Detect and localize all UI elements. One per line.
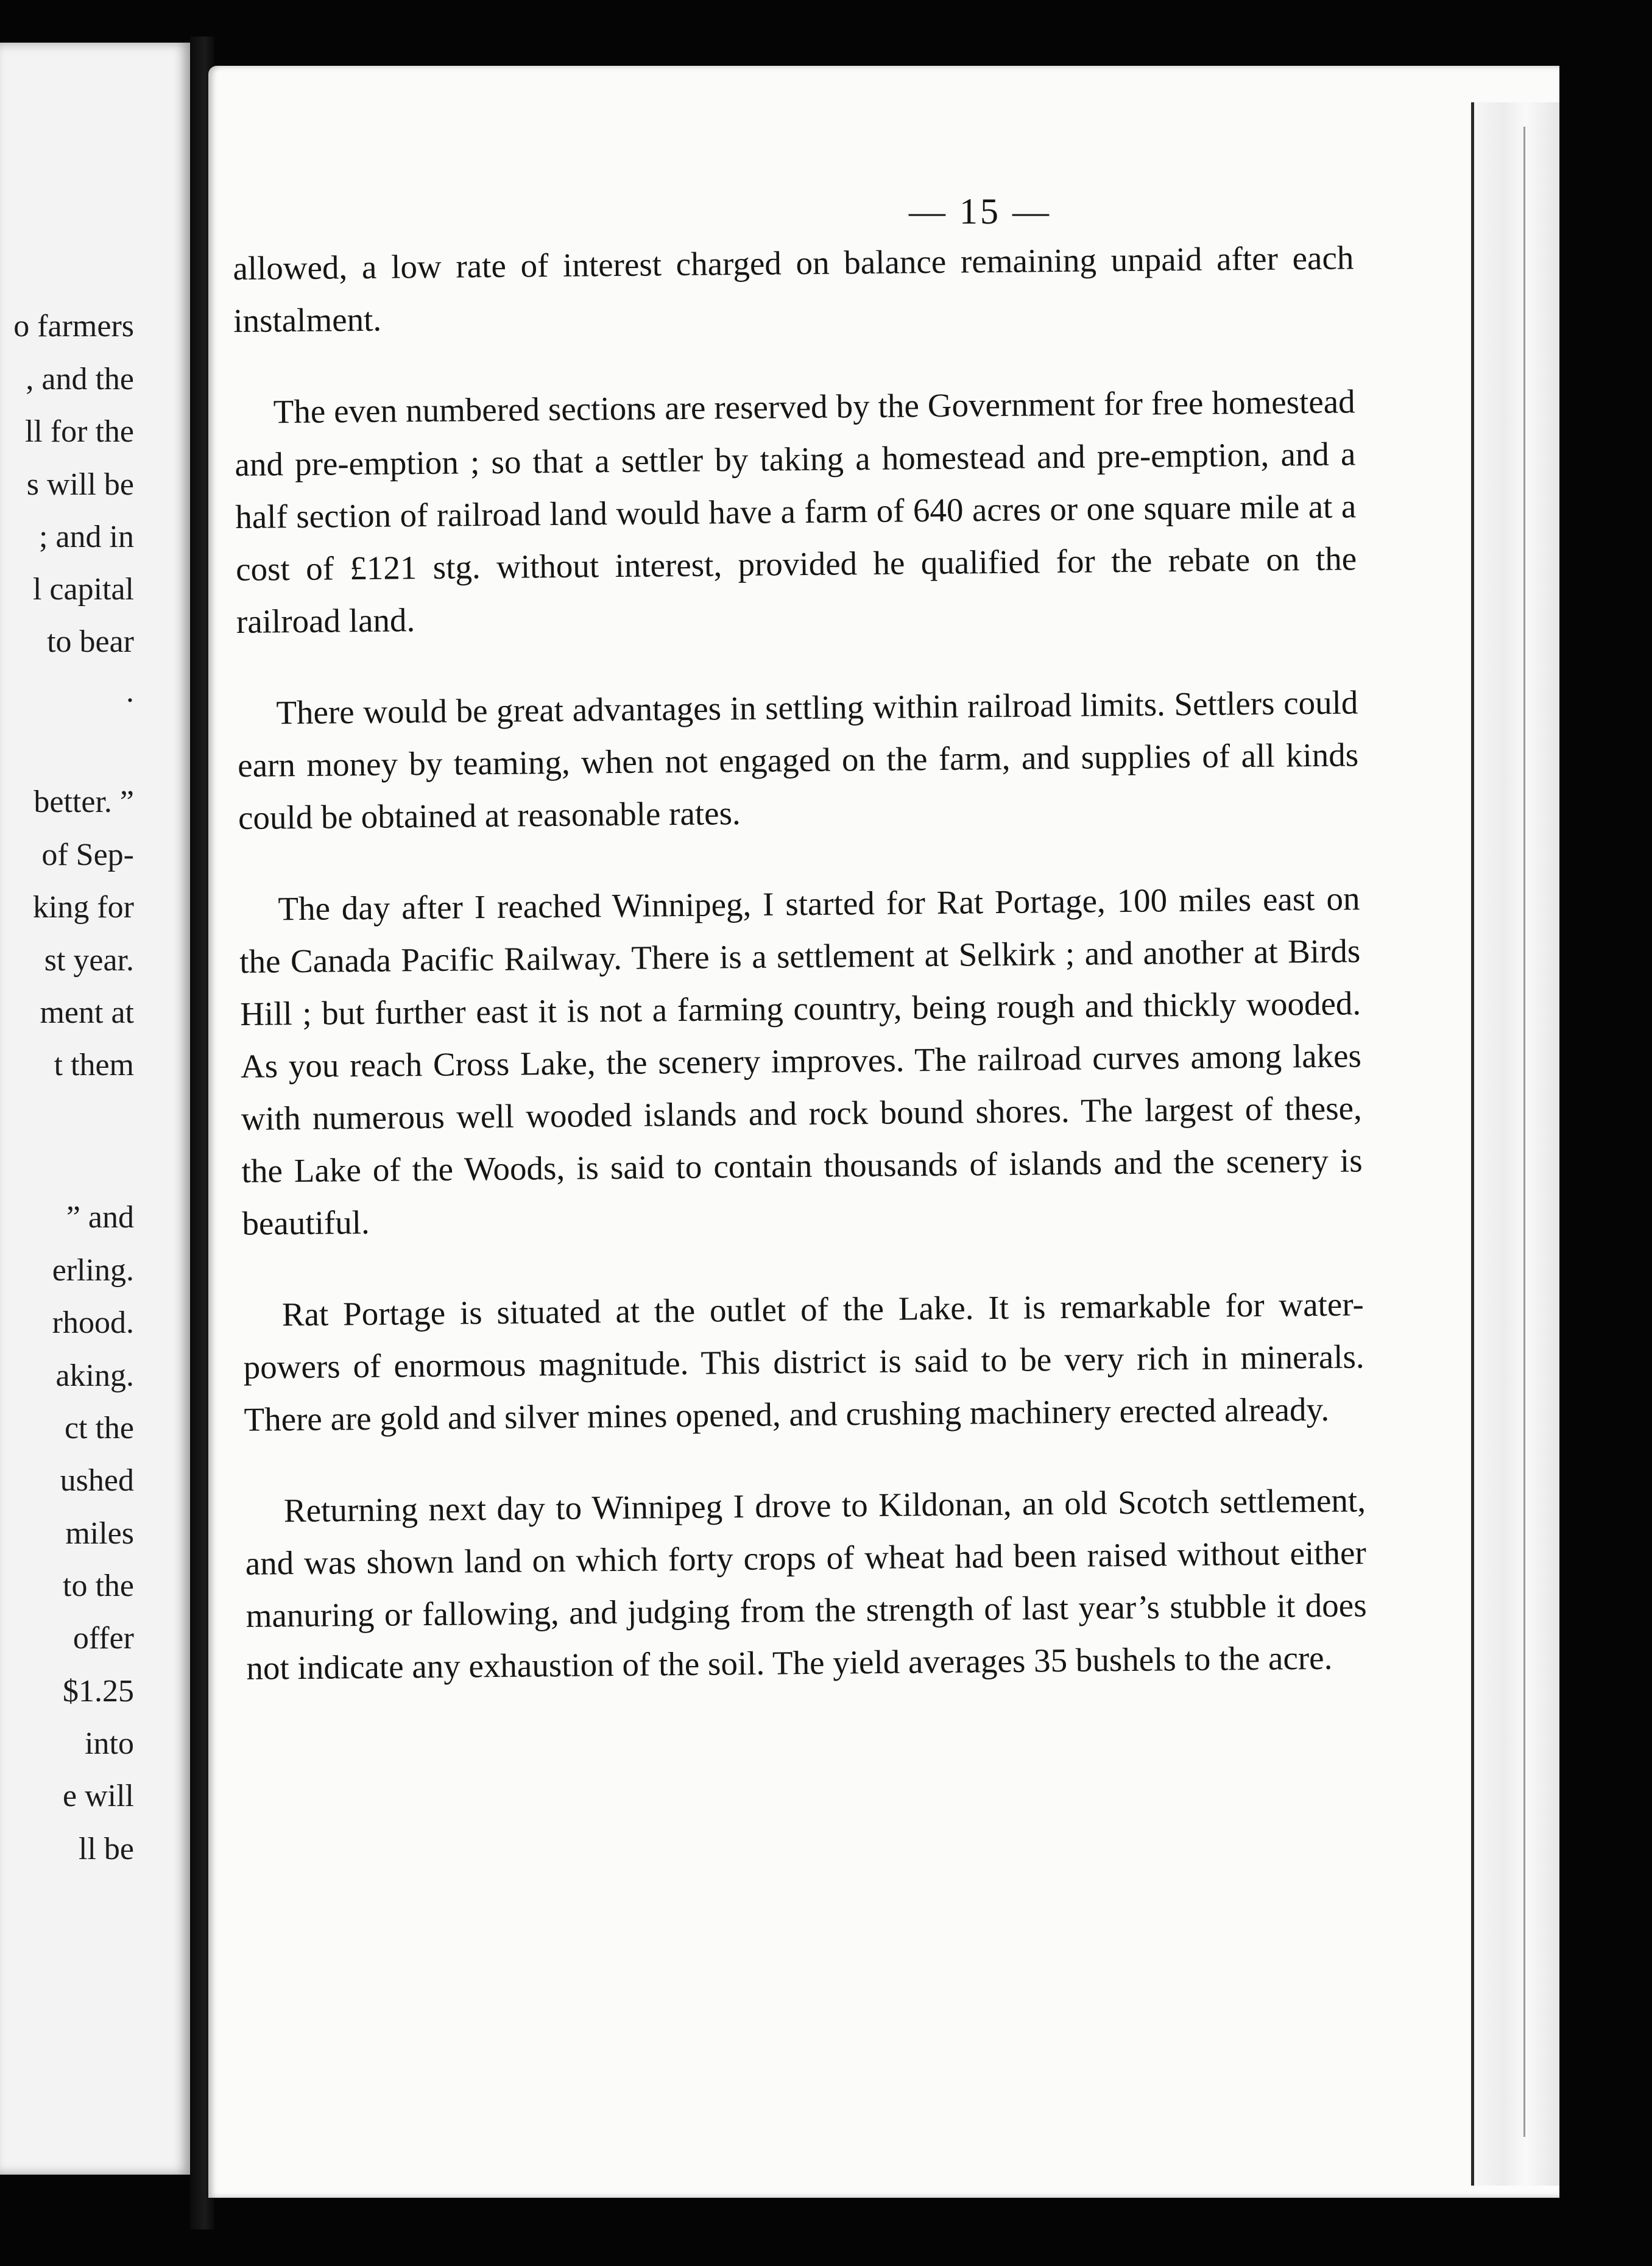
previous-page-line: rhood. (52, 1305, 134, 1340)
previous-page-line: offer (72, 1621, 134, 1656)
previous-page-line: into (85, 1726, 134, 1761)
previous-page-line: ll be (79, 1832, 134, 1866)
previous-page-line: better. ” (34, 785, 134, 819)
previous-page-line: erling. (52, 1253, 134, 1288)
previous-page-line: ment at (40, 995, 134, 1030)
page-number: — 15 — (909, 191, 1051, 231)
previous-page-line: ; and in (39, 520, 134, 554)
previous-page-line: , and the (26, 362, 134, 397)
paragraph: The even numbered sections are reserved by the Government for free homestead and pre-emption ; so that a settler by taking a homestead and pre-emption, and a half section of railroad land would have a farm of 640 acres or one square mile at a cost of £121 stg. without interest, provided he qualified for the rebate on the railroad land. (235, 383, 1357, 640)
paragraph: Returning next day to Winnipeg I drove to Kildonan, an old Scotch settlement, and was shown land on which forty crops of wheat had been raised without either manuring or fallowing, and judging from the strength of last year’s stubble it does not indicate any exhaustion of the soil. The yield averages 35 bushels to the acre. (245, 1481, 1367, 1687)
previous-page-line: s will be (26, 467, 134, 502)
previous-page (0, 43, 190, 2175)
previous-page-line: to bear (47, 624, 134, 659)
previous-page-line: e will (63, 1779, 134, 1813)
previous-page-line: o farmers (13, 309, 134, 344)
previous-page-line: st year. (44, 943, 134, 978)
previous-page-line: $1.25 (63, 1674, 134, 1709)
paragraph: The day after I reached Winnipeg, I started for Rat Portage, 100 miles east on the Canada Pacific Railway. There is a settlement at Selkirk ; and another at Birds Hill ; but further east it is not a farming country, being rough and thickly wooded. As you reach Cross Lake, the scenery improves. The railroad curves among lakes with numerous well wooded islands and rock bound shores. The largest of these, the Lake of the Woods, is said to contain thousands of islands and the scenery is beautiful. (239, 880, 1363, 1242)
previous-page-line: ” and (66, 1200, 134, 1235)
book-page (208, 66, 1559, 2198)
previous-page-line: ct the (64, 1411, 134, 1445)
previous-page-line: king for (32, 890, 134, 925)
page-edge (1471, 102, 1559, 2186)
previous-page-line: of Sep- (41, 838, 134, 872)
previous-page-line: ushed (60, 1463, 134, 1498)
paragraph: There would be great advantages in settling within railroad limits. Settlers could earn money by teaming, when not engaged on the farm, and supplies of all kinds could be obtained at reasonable rates. (237, 683, 1359, 836)
previous-page-line: aking. (55, 1358, 134, 1393)
previous-page-line: l capital (32, 572, 134, 607)
previous-page-line: . (126, 674, 134, 709)
previous-page-line: t them (54, 1048, 134, 1082)
paragraph: Rat Portage is situated at the outlet of the Lake. It is remarkable for water-powers of enormous magnitude. This district is said to be very rich in minerals. There are gold and silver mines opened, and crushing machinery erected already. (243, 1285, 1364, 1438)
previous-page-line: miles (65, 1516, 134, 1551)
page-body (233, 231, 1368, 1734)
previous-page-line: to the (63, 1569, 134, 1603)
previous-page-line: ll for the (24, 414, 134, 449)
paragraph: allowed, a low rate of interest charged on balance remaining unpaid after each instalment. (233, 239, 1354, 339)
